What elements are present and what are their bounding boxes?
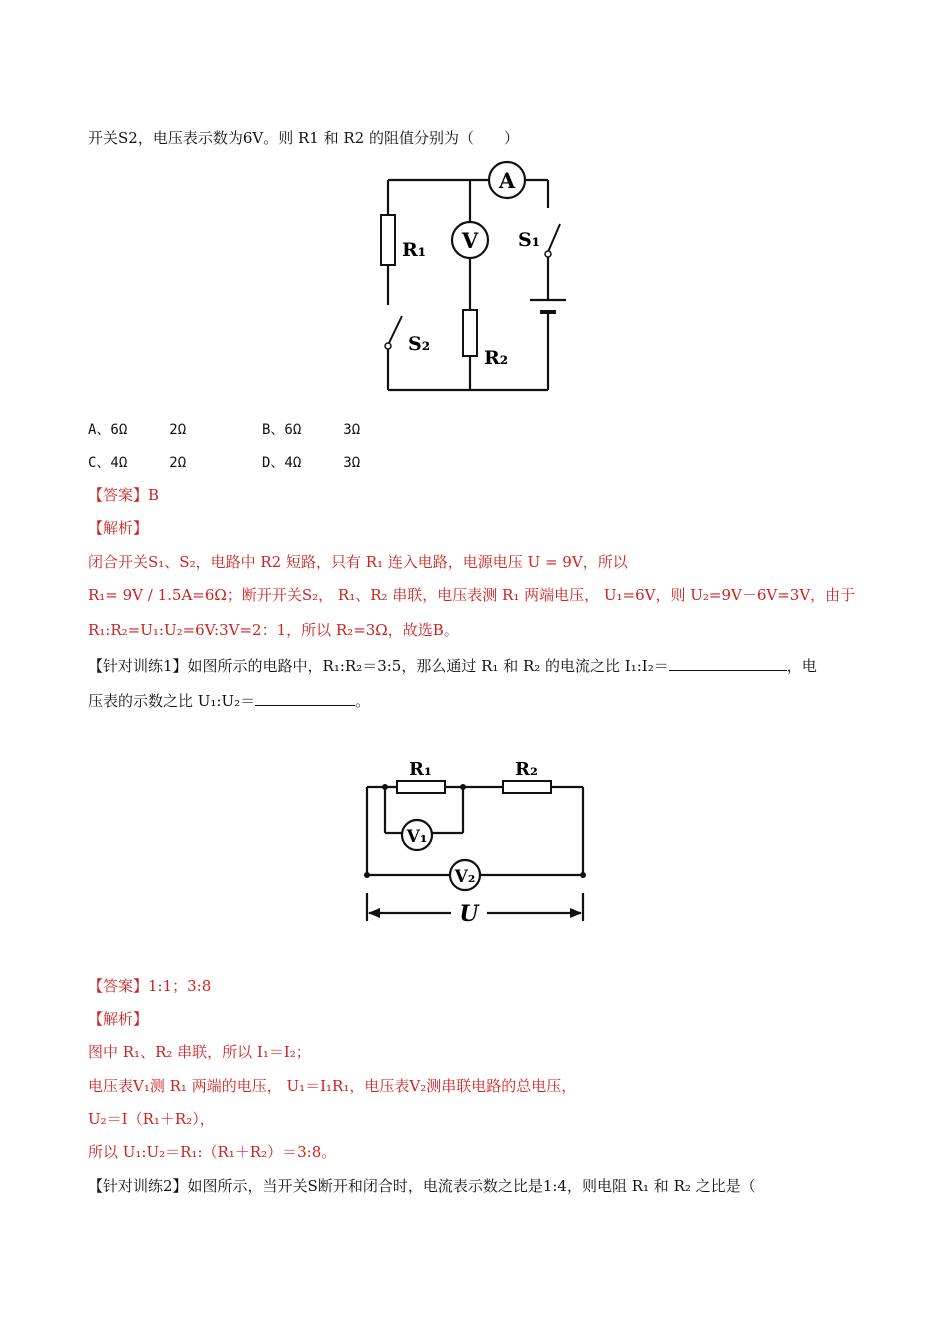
resistor-r2 [463, 310, 477, 356]
q1-analysis-heading: 【解析】 [88, 519, 149, 537]
q2-analysis-line-3: U₂＝I（R₁＋R₂）， [88, 1110, 215, 1128]
arrow-left-icon [368, 908, 380, 918]
r2-label: R₂ [515, 759, 538, 780]
ammeter-label: A [498, 168, 516, 193]
r1-label: R₁ [402, 239, 427, 261]
q2-analysis-line-1: 图中 R₁、R₂ 串联，所以 I₁＝I₂； [88, 1043, 311, 1061]
resistor-r2 [503, 781, 551, 793]
switch-s1-contact [545, 251, 551, 257]
q2-question-text-2: 压表的示数之比 U₁:U₂＝ [88, 692, 256, 710]
resistor-r1 [397, 781, 445, 793]
switch-s2-contact [385, 343, 391, 349]
circuit-diagram-2 [355, 755, 600, 930]
option-d[interactable]: D、4Ω 3Ω [262, 455, 361, 471]
q1-intro: 开关S2，电压表示数为6V。则 R1 和 R2 的阻值分别为（ ） [88, 129, 519, 147]
q1-analysis-line-3: R₁:R₂=U₁:U₂=6V:3V=2：1，所以 R₂=3Ω，故选B。 [88, 621, 459, 639]
q2-line-1-tail: ，电 [786, 657, 817, 675]
v1-label: V₁ [406, 827, 428, 847]
q1-analysis-line-1: 闭合开关S₁、S₂，电路中 R2 短路，只有 R₁ 连入电路，电源电压 U = 9V，所以 [88, 553, 628, 571]
s2-label: S₂ [408, 333, 431, 355]
q2-line-2 [88, 690, 370, 711]
option-c[interactable]: C、4Ω 2Ω [88, 455, 187, 471]
q2-blank-1[interactable] [669, 655, 787, 671]
q1-answer: 【答案】B [88, 486, 160, 504]
r1-label: R₁ [409, 759, 432, 780]
resistor-r1 [381, 215, 395, 265]
option-a[interactable]: A、6Ω 2Ω [88, 422, 187, 438]
voltmeter-label: V [461, 228, 479, 253]
q1-analysis-line-2: R₁= 9V / 1.5A=6Ω；断开开关S₂， R₁、R₂ 串联，电压表测 R₁ 两端电压， U₁=6V，则 U₂=9V－6V=3V，由于 [88, 586, 856, 604]
q2-question-text: 【针对训练1】如图所示的电路中，R₁:R₂＝3:5，那么通过 R₁ 和 R₂ 的电流之比 I₁:I₂＝ [88, 657, 669, 675]
q2-line-1 [88, 655, 817, 676]
option-b[interactable]: B、6Ω 3Ω [262, 422, 361, 438]
q2-analysis-heading: 【解析】 [88, 1010, 149, 1028]
r2-label: R₂ [484, 347, 509, 369]
q2-analysis-line-2: 电压表V₁测 R₁ 两端的电压， U₁＝I₁R₁，电压表V₂测串联电路的总电压， [88, 1077, 577, 1095]
q3-line-1: 【针对训练2】如图所示，当开关S断开和闭合时，电流表示数之比是1:4，则电阻 R₁ 和 R₂ 之比是（ [88, 1177, 756, 1195]
arrow-right-icon [570, 908, 582, 918]
circuit-diagram-1 [370, 160, 590, 405]
u-label: U [459, 901, 479, 927]
v2-label: V₂ [454, 867, 476, 887]
s1-label: S₁ [518, 229, 541, 251]
q2-line-2-tail: 。 [355, 692, 371, 710]
q2-answer: 【答案】1:1；3:8 [88, 977, 212, 995]
q2-blank-2[interactable] [255, 690, 355, 706]
q2-analysis-line-4: 所以 U₁:U₂＝R₁:（R₁＋R₂）＝3:8。 [88, 1143, 337, 1161]
